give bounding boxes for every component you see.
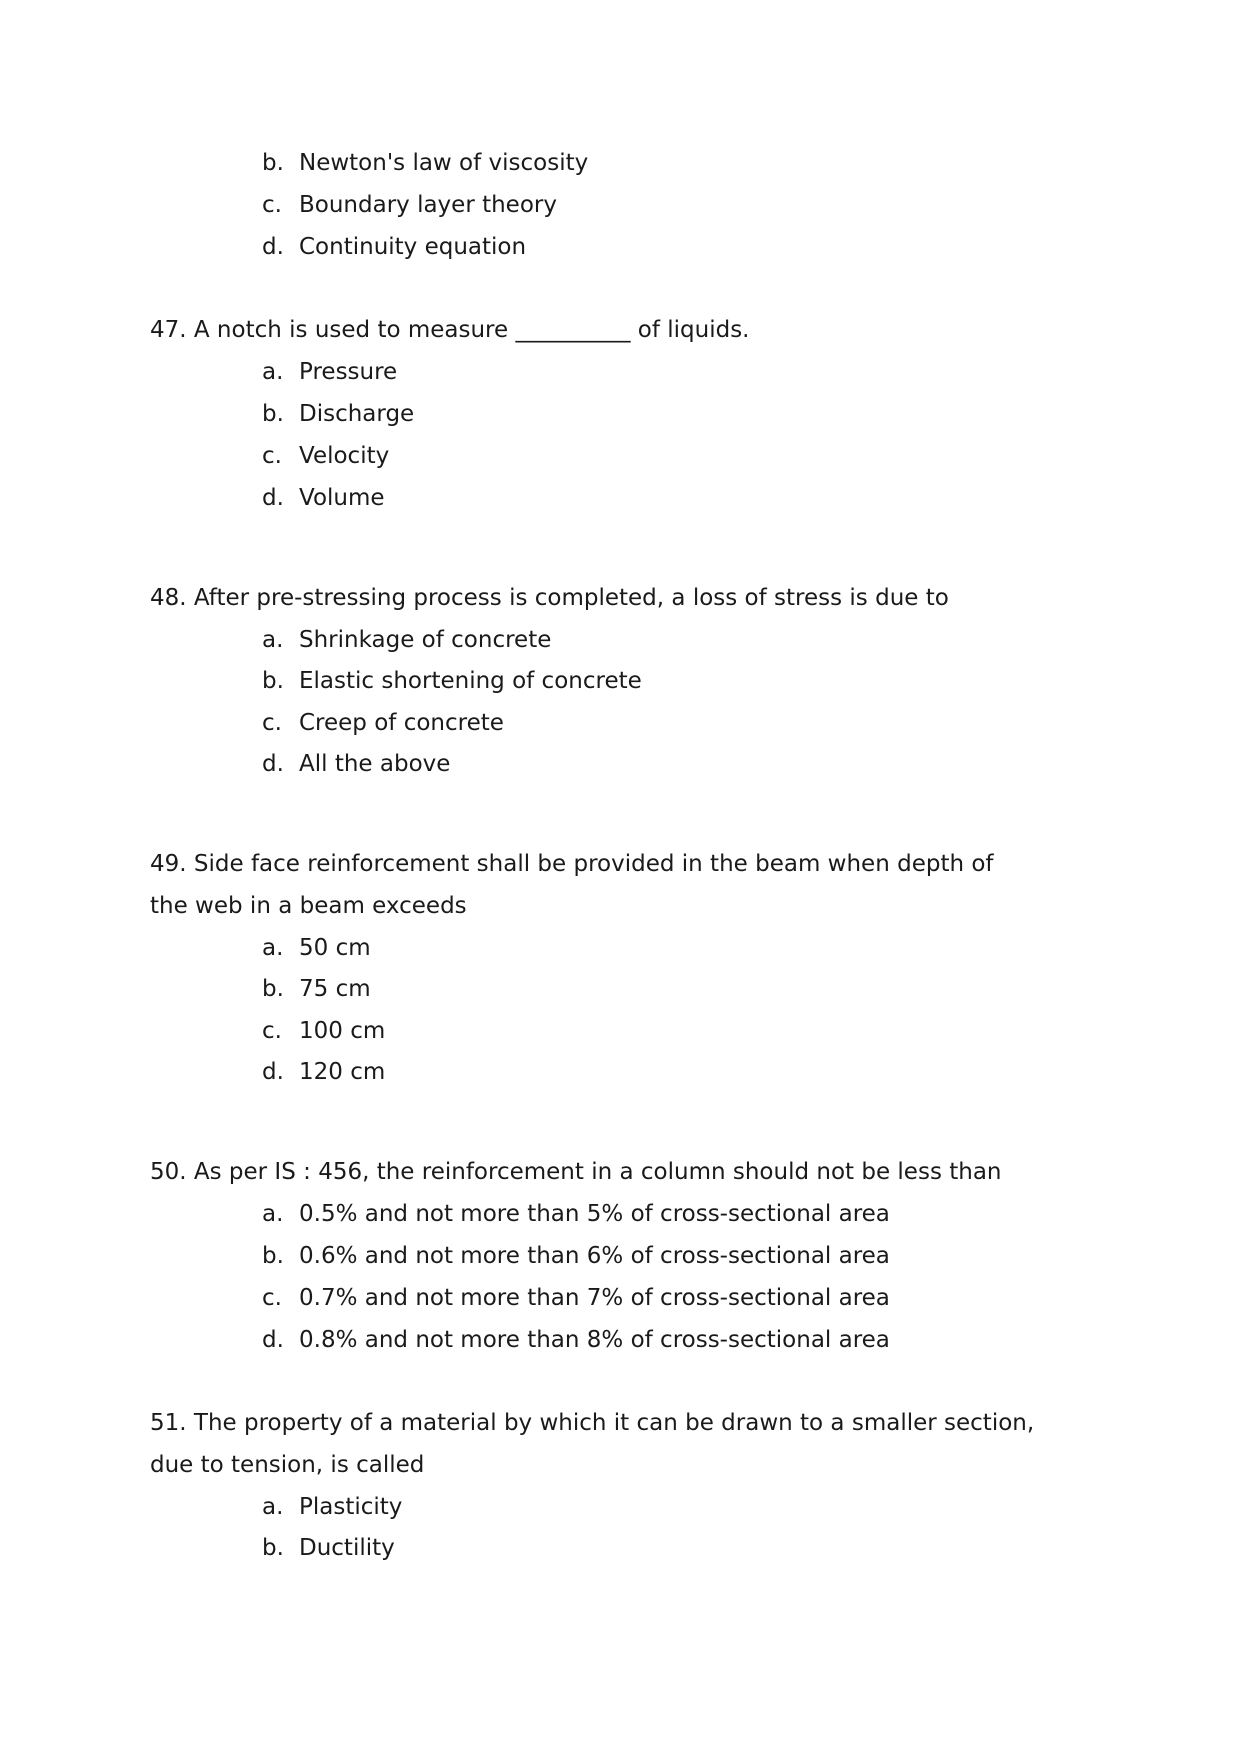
option-text: Shrinkage of concrete: [299, 627, 552, 653]
option-text: Boundary layer theory: [299, 192, 557, 218]
option: [262, 629, 551, 652]
option: [262, 712, 504, 735]
option-letter: b.: [262, 401, 284, 427]
option-letter: b.: [262, 976, 284, 1002]
option-text: 0.5% and not more than 5% of cross-sectional area: [299, 1201, 890, 1227]
option-letter: a.: [262, 1494, 284, 1520]
option: [262, 753, 450, 776]
option-text: Newton's law of viscosity: [299, 150, 589, 176]
option: [262, 1287, 890, 1310]
option-text: Discharge: [299, 401, 415, 427]
option-letter: a.: [262, 1201, 284, 1227]
option-text: Ductility: [299, 1535, 395, 1561]
option: [262, 403, 414, 426]
question-51-text-cont: due to tension, is called: [150, 1452, 425, 1478]
option-text: Velocity: [299, 443, 390, 469]
option-text: All the above: [299, 751, 451, 777]
option-text: Pressure: [299, 359, 398, 385]
option: [262, 1329, 890, 1352]
option-letter: b.: [262, 668, 284, 694]
option-letter: b.: [262, 1243, 284, 1269]
option-text: Volume: [299, 485, 385, 511]
option-text: 0.8% and not more than 8% of cross-sectional area: [299, 1327, 890, 1353]
question-49-text-cont: the web in a beam exceeds: [150, 893, 467, 919]
option: [262, 1020, 385, 1043]
option: [262, 236, 526, 259]
option-letter: c.: [262, 1285, 282, 1311]
option-text: 50 cm: [299, 935, 371, 961]
option-text: 0.6% and not more than 6% of cross-sectional area: [299, 1243, 890, 1269]
option-letter: d.: [262, 234, 284, 260]
option-letter: d.: [262, 1327, 284, 1353]
option: [262, 445, 389, 468]
question-49-text: 49. Side face reinforcement shall be provided in the beam when depth of: [150, 851, 994, 877]
option-text: Plasticity: [299, 1494, 403, 1520]
option: [262, 194, 557, 217]
option-text: Creep of concrete: [299, 710, 504, 736]
option-letter: c.: [262, 1018, 282, 1044]
option-text: Elastic shortening of concrete: [299, 668, 642, 694]
question-48-text: 48. After pre-stressing process is completed, a loss of stress is due to: [150, 585, 949, 611]
option: [262, 361, 397, 384]
option-text: 120 cm: [299, 1059, 386, 1085]
option-letter: d.: [262, 485, 284, 511]
option: [262, 487, 385, 510]
question-50-text: 50. As per IS : 456, the reinforcement in a column should not be less than: [150, 1159, 1002, 1185]
question-51-text: 51. The property of a material by which it can be drawn to a smaller section,: [150, 1410, 1035, 1436]
option-letter: a.: [262, 359, 284, 385]
option-letter: c.: [262, 443, 282, 469]
option-letter: a.: [262, 627, 284, 653]
option: [262, 670, 642, 693]
option-letter: a.: [262, 935, 284, 961]
option-text: 75 cm: [299, 976, 371, 1002]
option: [262, 1496, 402, 1519]
question-47-text: 47. A notch is used to measure __________ of liquids.: [150, 317, 750, 343]
option-text: Continuity equation: [299, 234, 527, 260]
option: [262, 1203, 890, 1226]
option-letter: c.: [262, 192, 282, 218]
option-letter: c.: [262, 710, 282, 736]
option: [262, 937, 371, 960]
option: [262, 978, 371, 1001]
option-letter: b.: [262, 1535, 284, 1561]
option-text: 100 cm: [299, 1018, 386, 1044]
option-letter: d.: [262, 1059, 284, 1085]
option: [262, 152, 588, 175]
option-letter: b.: [262, 150, 284, 176]
option: [262, 1537, 395, 1560]
option-text: 0.7% and not more than 7% of cross-sectional area: [299, 1285, 890, 1311]
option: [262, 1245, 890, 1268]
option: [262, 1061, 385, 1084]
option-letter: d.: [262, 751, 284, 777]
